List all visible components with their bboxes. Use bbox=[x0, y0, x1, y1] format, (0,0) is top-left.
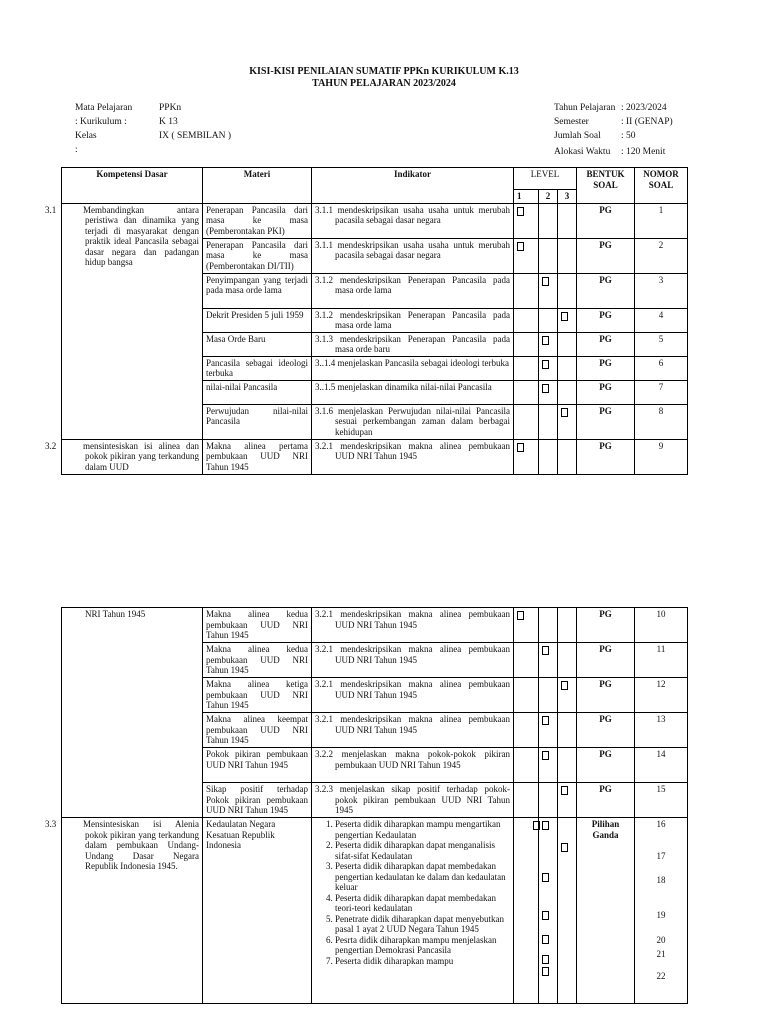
materi-cell: Perwujudan nilai-nilai Pancasila bbox=[203, 404, 312, 439]
kd-continuation: NRI Tahun 1945 bbox=[85, 609, 146, 619]
level-1-cell bbox=[514, 748, 539, 783]
nomor-soal-value: 21 bbox=[656, 948, 666, 959]
nomor-soal-cell: 11 bbox=[635, 643, 688, 678]
checkbox-icon bbox=[542, 277, 549, 286]
table-row bbox=[62, 203, 688, 238]
header-kompetensi-dasar: Kompetensi Dasar bbox=[62, 168, 203, 204]
meta-value: : II (GENAP) bbox=[621, 117, 673, 127]
kompetensi-dasar-text bbox=[45, 819, 199, 872]
level-2-cell bbox=[539, 356, 558, 380]
header-bentuk-soal: BENTUK SOAL bbox=[577, 168, 635, 204]
indikator-text: 3.1.3 mendeskripsikan Penerapan Pancasila pada masa orde baru bbox=[315, 333, 510, 354]
nomor-soal-cell: 2 bbox=[635, 238, 688, 273]
nomor-soal-cell: 7 bbox=[635, 380, 688, 404]
materi-cell: Pancasila sebagai ideologi terbuka bbox=[203, 356, 312, 380]
level-1-cell bbox=[514, 203, 539, 238]
indikator-cell bbox=[312, 439, 514, 474]
indikator-list-item: 3. Peserta didik diharapkan dapat membedakan pengertian kedaulatan ke dalam dan kedaulatan keluar bbox=[335, 861, 510, 893]
bentuk-soal-cell: PG bbox=[577, 238, 635, 273]
materi-cell: Pokok pikiran pembukaan UUD NRI Tahun 1945 bbox=[203, 748, 312, 783]
bentuk-soal-cell: PG bbox=[577, 273, 635, 308]
level-2-cell bbox=[539, 332, 558, 356]
materi-cell: Makna alinea ketiga pembukaan UUD NRI Tahun 1945 bbox=[203, 678, 312, 713]
kd-number: 3.1 bbox=[45, 204, 57, 215]
level-1-cell bbox=[514, 404, 539, 439]
kd-description: Mensintesiskan isi Alenia pokok pikiran yang terkandung dalam pembukaan Undang-Undang Dasar Negara Republik Indonesia 1945. bbox=[83, 819, 199, 871]
materi-cell: Penyimpangan yang terjadi pada masa orde lama bbox=[203, 273, 312, 308]
level-2-cell bbox=[539, 713, 558, 748]
materi-cell: Makna alinea kedua pembukaan UUD NRI Tahun 1945 bbox=[203, 643, 312, 678]
kd-description: Membandingkan antara peristiwa dan dinamika yang terjadi di masyarakat dengan praktik ideal Pancasila sebagai dasar negara dan padangan hidup bangsa bbox=[83, 204, 199, 267]
checkbox-icon bbox=[542, 935, 549, 944]
bentuk-soal-cell: PG bbox=[577, 332, 635, 356]
level-3-cell bbox=[558, 380, 577, 404]
indikator-list-item: 4. Peserta didik diharapkan dapat membedakan teori-teori kedaulatan bbox=[335, 893, 510, 914]
materi-cell: Kedaulatan Negara Kesatuan Republik Indonesia bbox=[203, 818, 312, 1004]
level-3-cell bbox=[558, 203, 577, 238]
nomor-soal-cell: 6 bbox=[635, 356, 688, 380]
indikator-cell bbox=[312, 818, 514, 1004]
header-level-1: 1 bbox=[514, 190, 539, 204]
kisi-kisi-table-page-2 bbox=[45, 607, 688, 1004]
nomor-soal-cell: 12 bbox=[635, 678, 688, 713]
checkbox-icon bbox=[561, 408, 568, 417]
indikator-text: 3.1.1 mendeskripsikan usaha usaha untuk merubah pacasila sebagai dasar negara bbox=[315, 239, 510, 260]
nomor-soal-value: 20 bbox=[656, 935, 666, 945]
indikator-cell bbox=[312, 308, 514, 332]
checkbox-icon bbox=[542, 646, 549, 655]
meta-label: Kelas bbox=[75, 131, 97, 141]
checkbox-icon bbox=[561, 681, 568, 690]
table-row bbox=[62, 818, 688, 1004]
bentuk-soal-cell: PG bbox=[577, 748, 635, 783]
level-3-cell bbox=[558, 404, 577, 439]
level-1-cell bbox=[514, 308, 539, 332]
materi-cell: nilai-nilai Pancasila bbox=[203, 380, 312, 404]
bentuk-soal-cell: Pilihan Ganda bbox=[577, 818, 635, 1004]
level-1-cell bbox=[514, 238, 539, 273]
checkbox-icon bbox=[542, 751, 549, 760]
level-2-cell bbox=[539, 748, 558, 783]
indikator-text: 3.2.1 mendeskripsikan makna alinea pembukaan UUD NRI Tahun 1945 bbox=[315, 714, 510, 735]
nomor-soal-cell: 14 bbox=[635, 748, 688, 783]
level-2-cell bbox=[539, 404, 558, 439]
indikator-text: 3..1.4 menjelaskan Pancasila sebagai ideologi terbuka bbox=[315, 357, 509, 368]
indikator-cell bbox=[312, 404, 514, 439]
checkbox-icon bbox=[542, 336, 549, 345]
indikator-cell bbox=[312, 643, 514, 678]
level-2-cell bbox=[539, 678, 558, 713]
level-1-cell bbox=[514, 818, 539, 1004]
indikator-cell bbox=[312, 608, 514, 643]
nomor-soal-cell: 3 bbox=[635, 273, 688, 308]
checkbox-icon bbox=[542, 384, 549, 393]
header-level: LEVEL bbox=[514, 168, 577, 190]
nomor-soal-value: 17 bbox=[656, 850, 666, 861]
checkbox-icon bbox=[517, 207, 524, 216]
indikator-list-item: 5. Penetrate didik diharapkan dapat menyebutkan pasal 1 ayat 2 UUD Negara Tahun 1945 bbox=[335, 914, 510, 935]
checkbox-icon bbox=[517, 242, 524, 251]
level-3-cell bbox=[558, 818, 577, 1004]
kompetensi-dasar-text bbox=[45, 440, 199, 473]
nomor-soal-value: 22 bbox=[656, 971, 666, 981]
checkbox-icon bbox=[517, 611, 524, 620]
bentuk-soal-cell: PG bbox=[577, 356, 635, 380]
checkbox-icon bbox=[533, 821, 540, 830]
meta-right bbox=[554, 101, 673, 159]
kd-number: 3.2 bbox=[45, 440, 57, 451]
checkbox-icon bbox=[542, 873, 549, 882]
indikator-text: 3.2.1 mendeskripsikan makna alinea pembukaan UUD NRI Tahun 1945 bbox=[315, 609, 510, 630]
nomor-soal-cell bbox=[635, 818, 688, 1004]
checkbox-icon bbox=[561, 312, 568, 321]
meta-label: : bbox=[75, 145, 78, 155]
meta-label: Tahun Pelajaran bbox=[554, 103, 616, 113]
level-2-cell bbox=[539, 818, 558, 1004]
indikator-text: 3..1.5 menjelaskan dinamika nilai-nilai Pancasila bbox=[315, 381, 492, 392]
bentuk-soal-cell: PG bbox=[577, 203, 635, 238]
level-3-cell bbox=[558, 332, 577, 356]
materi-cell: Penerapan Pancasila dari masa ke masa (Pemberontakan DI/TII) bbox=[203, 238, 312, 273]
nomor-soal-cell: 15 bbox=[635, 783, 688, 818]
level-3-cell bbox=[558, 783, 577, 818]
checkbox-icon bbox=[517, 443, 524, 452]
bentuk-soal-cell: PG bbox=[577, 783, 635, 818]
indikator-cell bbox=[312, 748, 514, 783]
indikator-cell bbox=[312, 713, 514, 748]
checkbox-icon bbox=[542, 821, 549, 830]
checkbox-icon bbox=[542, 360, 549, 369]
indikator-text: 3.2.3 menjelaskan sikap positif terhadap pokok-pokok pikiran pembukaan UUD NRI Tahun 1945 bbox=[315, 784, 510, 815]
level-2-cell bbox=[539, 380, 558, 404]
nomor-soal-cell: 5 bbox=[635, 332, 688, 356]
indikator-cell bbox=[312, 203, 514, 238]
materi-cell: Makna alinea keempat pembukaan UUD NRI Tahun 1945 bbox=[203, 713, 312, 748]
indikator-text: 3.1.2 mendeskripsikan Penerapan Pancasila pada masa orde lama bbox=[315, 309, 510, 330]
nomor-soal-value: 19 bbox=[656, 909, 666, 920]
indikator-cell bbox=[312, 238, 514, 273]
indikator-cell bbox=[312, 783, 514, 818]
kd-description: mensintesiskan isi alinea dan pokok pikiran yang terkandung dalam UUD bbox=[83, 440, 199, 472]
meta-value: PPKn bbox=[159, 103, 182, 113]
materi-cell: Sikap positif terhadap Pokok pikiran pembukaan UUD NRI Tahun 1945 bbox=[203, 783, 312, 818]
level-3-cell bbox=[558, 643, 577, 678]
level-2-cell bbox=[539, 203, 558, 238]
bentuk-soal-cell: PG bbox=[577, 643, 635, 678]
table-row bbox=[62, 608, 688, 643]
level-1-cell bbox=[514, 678, 539, 713]
header-materi: Materi bbox=[203, 168, 312, 204]
nomor-soal-cell: 13 bbox=[635, 713, 688, 748]
meta-value: : 120 Menit bbox=[621, 147, 666, 157]
indikator-list-item: 1. Peserta didik diharapkan mampu mengartikan pengertian Kedaulatan bbox=[335, 819, 510, 840]
materi-cell: Dekrit Presiden 5 juli 1959 bbox=[203, 308, 312, 332]
bentuk-soal-cell: PG bbox=[577, 308, 635, 332]
indikator-cell bbox=[312, 332, 514, 356]
meta-value: IX ( SEMBILAN ) bbox=[159, 131, 232, 141]
kd-number: 3.3 bbox=[45, 819, 57, 829]
level-3-cell bbox=[558, 308, 577, 332]
level-2-cell bbox=[539, 608, 558, 643]
meta-value: : 2023/2024 bbox=[621, 103, 667, 113]
nomor-soal-cell: 10 bbox=[635, 608, 688, 643]
nomor-soal-cell: 9 bbox=[635, 439, 688, 474]
level-3-cell bbox=[558, 748, 577, 783]
checkbox-icon bbox=[561, 786, 568, 795]
meta-label: Mata Pelajaran bbox=[75, 103, 133, 113]
indikator-cell bbox=[312, 356, 514, 380]
level-1-cell bbox=[514, 439, 539, 474]
kompetensi-dasar-cell bbox=[45, 203, 203, 439]
level-3-cell bbox=[558, 608, 577, 643]
indikator-text: 3.2.1 mendeskripsikan makna alinea pembukaan UUD NRI Tahun 1945 bbox=[315, 679, 510, 700]
level-1-cell bbox=[514, 356, 539, 380]
level-2-cell bbox=[539, 308, 558, 332]
nomor-soal-cell: 1 bbox=[635, 203, 688, 238]
header-level-2: 2 bbox=[539, 190, 558, 204]
meta-value: : 50 bbox=[621, 131, 636, 141]
indikator-text: 3.2.2 menjelaskan makna pokok-pokok pikiran pembukaan UUD NRI Tahun 1945 bbox=[315, 749, 510, 770]
level-1-cell bbox=[514, 783, 539, 818]
level-3-cell bbox=[558, 713, 577, 748]
level-2-cell bbox=[539, 439, 558, 474]
checkbox-icon bbox=[542, 716, 549, 725]
level-3-cell bbox=[558, 356, 577, 380]
document-subtitle: TAHUN PELAJARAN 2023/2024 bbox=[312, 78, 456, 89]
kompetensi-dasar-cell bbox=[45, 439, 203, 474]
level-1-cell bbox=[514, 332, 539, 356]
checkbox-icon bbox=[542, 967, 549, 976]
indikator-list bbox=[315, 819, 510, 966]
indikator-list-item: 6. Pesrta didik diharapkan mampu menjelaskan pengertian Demokrasi Pancasila bbox=[335, 935, 510, 956]
kompetensi-dasar-cell bbox=[45, 818, 203, 1004]
materi-cell: Makna alinea pertama pembukaan UUD NRI Tahun 1945 bbox=[203, 439, 312, 474]
bentuk-soal-cell: PG bbox=[577, 439, 635, 474]
meta-left bbox=[75, 101, 231, 157]
meta-value: K 13 bbox=[159, 117, 178, 127]
nomor-soal-value: 18 bbox=[656, 875, 666, 885]
nomor-soal-value: 16 bbox=[656, 819, 666, 829]
checkbox-icon bbox=[561, 843, 568, 852]
indikator-text: 3.1.6 menjelaskan Perwujudan nilai-nilai Pancasila sesuai perkembangan zaman dalam berbagai kehidupan bbox=[315, 405, 510, 437]
kompetensi-dasar-text bbox=[45, 204, 199, 268]
level-2-cell bbox=[539, 273, 558, 308]
level-3-cell bbox=[558, 273, 577, 308]
nomor-soal-cell: 8 bbox=[635, 404, 688, 439]
level-1-cell bbox=[514, 608, 539, 643]
header-level-3: 3 bbox=[558, 190, 577, 204]
indikator-text: 3.1.1 mendeskripsikan usaha usaha untuk merubah pacasila sebagai dasar negara bbox=[315, 204, 510, 225]
level-3-cell bbox=[558, 678, 577, 713]
indikator-text: 3.2.1 mendeskripsikan makna alinea pembukaan UUD NRI Tahun 1945 bbox=[315, 644, 510, 665]
checkbox-icon bbox=[542, 955, 549, 964]
level-3-cell bbox=[558, 439, 577, 474]
meta-label: Jumlah Soal bbox=[554, 131, 601, 141]
nomor-soal-cell: 4 bbox=[635, 308, 688, 332]
indikator-cell bbox=[312, 380, 514, 404]
level-3-cell bbox=[558, 238, 577, 273]
indikator-cell bbox=[312, 273, 514, 308]
document-title: KISI-KISI PENILAIAN SUMATIF PPKn KURIKULUM K.13 bbox=[249, 66, 519, 77]
level-1-cell bbox=[514, 643, 539, 678]
meta-label: : Kurikulum : bbox=[75, 117, 127, 127]
bentuk-soal-cell: PG bbox=[577, 608, 635, 643]
level-1-cell bbox=[514, 380, 539, 404]
table-row bbox=[62, 439, 688, 474]
level-2-cell bbox=[539, 783, 558, 818]
header-indikator: Indikator bbox=[312, 168, 514, 204]
bentuk-soal-cell: PG bbox=[577, 713, 635, 748]
level-2-cell bbox=[539, 238, 558, 273]
indikator-text: 3.1.2 mendeskripsikan Penerapan Pancasila pada masa orde lama bbox=[315, 274, 510, 295]
meta-label: Semester bbox=[554, 117, 589, 127]
kompetensi-dasar-cell bbox=[62, 608, 203, 818]
header-nomor-soal: NOMOR SOAL bbox=[635, 168, 688, 204]
materi-cell: Penerapan Pancasila dari masa ke masa (Pemberontakan PKI) bbox=[203, 203, 312, 238]
meta-label: Alokasi Waktu bbox=[554, 147, 611, 157]
indikator-text: 3.2.1 mendeskripsikan makna alinea pembukaan UUD NRI Tahun 1945 bbox=[315, 440, 510, 461]
bentuk-soal-cell: PG bbox=[577, 380, 635, 404]
level-1-cell bbox=[514, 713, 539, 748]
materi-cell: Masa Orde Baru bbox=[203, 332, 312, 356]
level-1-cell bbox=[514, 273, 539, 308]
materi-cell: Makna alinea kedua pembukaan UUD NRI Tahun 1945 bbox=[203, 608, 312, 643]
kisi-kisi-table-page-1 bbox=[45, 167, 688, 475]
bentuk-soal-cell: PG bbox=[577, 404, 635, 439]
level-2-cell bbox=[539, 643, 558, 678]
checkbox-icon bbox=[542, 911, 549, 920]
indikator-cell bbox=[312, 678, 514, 713]
indikator-list-item: 7. Peserta didik diharapkan mampu bbox=[335, 956, 510, 967]
indikator-list-item: 2. Peserta didik diharapkan dapat menganalisis sifat-sifat Kedaulatan bbox=[335, 840, 510, 861]
bentuk-soal-cell: PG bbox=[577, 678, 635, 713]
